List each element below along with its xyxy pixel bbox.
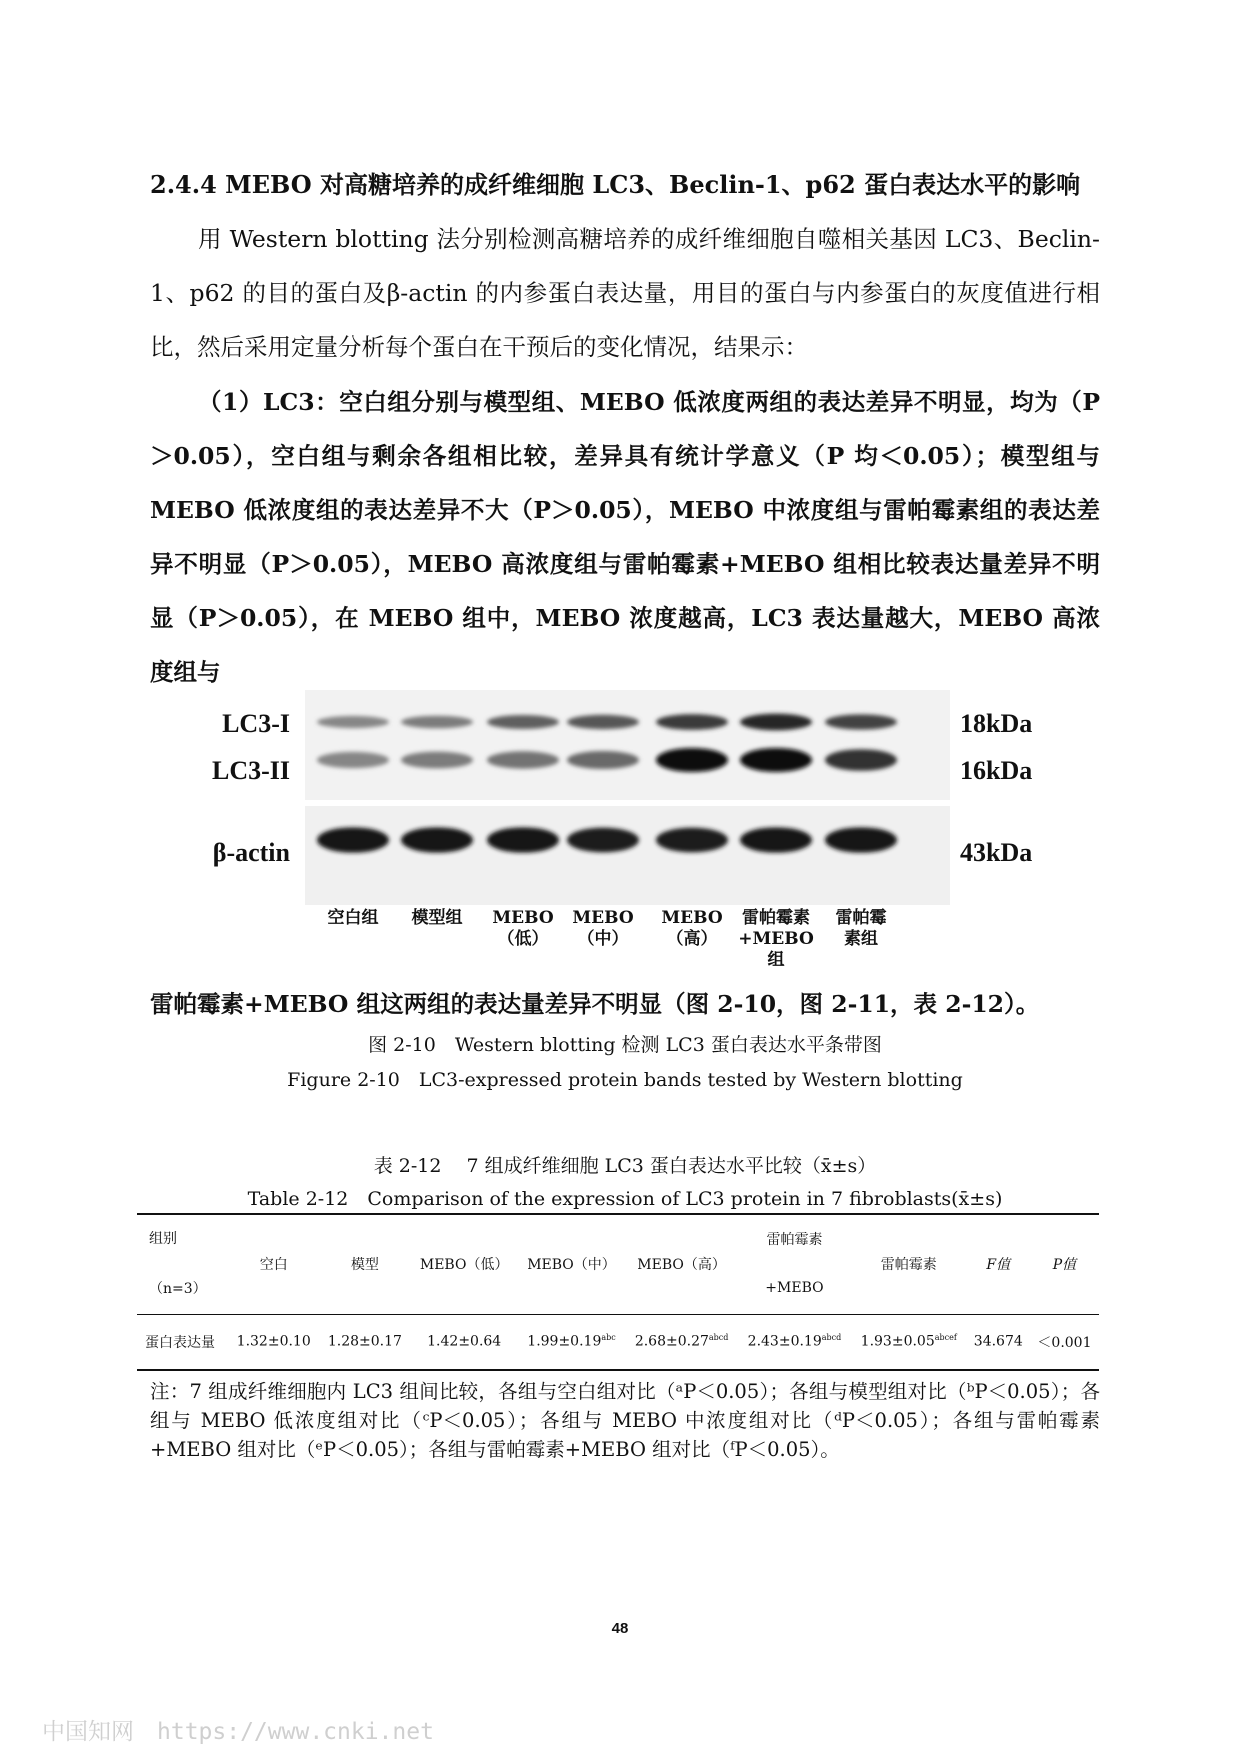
blot-band xyxy=(487,751,559,768)
blot-band xyxy=(317,752,389,768)
table-cell: 1.28±0.17 xyxy=(327,1334,402,1351)
figure-caption-en: Figure 2-10 LC3-expressed protein bands tested by Western blotting xyxy=(287,1069,963,1091)
blot-band xyxy=(401,827,473,852)
blot-band xyxy=(317,827,389,852)
blot-band xyxy=(487,715,559,729)
table-cell: $2.43\pm 0.19^{abcd}$ xyxy=(747,1333,842,1351)
figure-caption-cn: 图 2-10 Western blotting 检测 LC3 蛋白表达水平条带图 xyxy=(368,1034,882,1056)
band-label-lc3-ii: LC3-II xyxy=(211,756,290,785)
header-cell: 模型 xyxy=(319,1214,410,1314)
blot-band xyxy=(567,715,639,729)
blot-band xyxy=(825,714,897,729)
lane-label: 模型组 xyxy=(411,908,463,928)
table-row xyxy=(137,1314,1099,1370)
western-blot-figure xyxy=(200,690,1060,970)
blot-band xyxy=(740,748,812,772)
blot-band xyxy=(656,828,728,853)
blot-band xyxy=(487,827,559,852)
blot-band xyxy=(740,714,812,731)
table-cell: 1.99±0.19$^{abc}$ xyxy=(527,1333,616,1351)
lane-label: MEBO （高） xyxy=(661,908,723,949)
header-group xyxy=(137,1214,228,1314)
cnki-watermark: 中国知网 https://www.cnki.net xyxy=(42,1719,434,1745)
blot-band xyxy=(656,714,728,730)
table-cell: 1.42±0.64 xyxy=(427,1334,502,1351)
header-cell: 空白 xyxy=(228,1214,319,1314)
blot-band xyxy=(317,716,389,728)
lane-label: MEBO （低） xyxy=(492,908,554,949)
table-cell: 1.32±0.10 xyxy=(236,1334,311,1351)
header-cell: 雷帕霉素 +MEBO xyxy=(738,1214,851,1314)
paragraph-intro: 用 Western blotting 法分别检测高糖培养的成纤维细胞自噬相关基因 LC3、Beclin-1、p62 的目的蛋白及β-actin 的内参蛋白表达量，用目的蛋白与内参蛋白的灰度值进行相比，然后采用定量分析每个蛋白在干预后的变化情况，结果示： xyxy=(150,225,1100,361)
table-cell: ＜0.001 xyxy=(1037,1334,1092,1351)
band-label-beta-actin: β-actin xyxy=(212,838,290,867)
header-cell: MEBO（高） xyxy=(625,1214,738,1314)
header-cell: P值 xyxy=(1030,1214,1099,1314)
table-cell: $2.68\pm 0.27^{abcd}$ xyxy=(634,1333,729,1351)
header-cell: F值 xyxy=(967,1214,1030,1314)
paragraph-lc3-results: （1）LC3：空白组分别与模型组、MEBO 低浓度两组的表达差异不明显，均为（P＞0.05），空白组与剩余各组相比较，差异具有统计学意义（P 均＜0.05）；模型组与MEBO 低浓度组的表达差异不大（P＞0.05），MEBO 中浓度组与雷帕霉素组的表达差异不明显（P＞0.05），MEBO 高浓度组与雷帕霉素+MEBO 组相比较表达量差异不明显（P＞0.05），在 MEBO 组中，MEBO 浓度越高，LC3 表达量越大，MEBO 高浓度组与 xyxy=(150,388,1100,686)
kda-label-43: 43kDa xyxy=(960,838,1033,867)
band-label-lc3-i: LC3-I xyxy=(222,709,290,738)
table-cell: 34.674 xyxy=(973,1334,1023,1351)
header-cell: 雷帕霉素 xyxy=(851,1214,967,1314)
paragraph-continued: 雷帕霉素+MEBO 组这两组的表达量差异不明显（图 2-10，图 2-11，表 2-12）。 xyxy=(150,990,1040,1018)
kda-label-16: 16kDa xyxy=(960,756,1033,785)
table-note: 注：7 组成纤维细胞内 LC3 组间比较，各组与空白组对比（ᵃP＜0.05）；各组与模型组对比（ᵇP＜0.05）；各组与 MEBO 低浓度组对比（ᶜP＜0.05）；各组与 MEBO 中浓度组对比（ᵈP＜0.05）；各组与雷帕霉素+MEBO 组对比（ᵉP＜0.05）；各组与雷帕霉素+MEBO 组对比（ᶠP＜0.05）。 xyxy=(150,1380,1100,1461)
kda-label-18: 18kDa xyxy=(960,709,1033,738)
blot-panel-actin xyxy=(305,806,950,905)
lane-label: 雷帕霉素 +MEBO组 xyxy=(738,908,814,970)
lc3-expression-table xyxy=(137,1213,1099,1371)
blot-band xyxy=(567,828,639,853)
blot-band xyxy=(825,749,897,771)
table-caption-cn: 表 2-12 7 组成纤维细胞 LC3 蛋白表达水平比较（x̄±s） xyxy=(373,1155,877,1177)
header-cell: MEBO（低） xyxy=(411,1214,518,1314)
blot-image xyxy=(305,690,950,905)
lane-labels xyxy=(305,908,945,970)
row-label: 蛋白表达量 xyxy=(145,1334,215,1351)
blot-band xyxy=(401,716,473,729)
blot-band xyxy=(740,827,812,852)
blot-band xyxy=(567,751,639,769)
blot-band xyxy=(401,752,473,769)
header-group-label: 组别 xyxy=(149,1231,177,1248)
blot-band xyxy=(656,748,728,772)
page-number: 48 xyxy=(611,1620,629,1637)
table-caption-en: Table 2-12 Comparison of the expression of LC3 protein in 7 fibroblasts(x̄±s) xyxy=(247,1188,1003,1210)
table-cell: $1.93\pm 0.05^{abcef}$ xyxy=(860,1333,957,1351)
lane-label: 雷帕霉 素组 xyxy=(835,908,887,949)
lane-label: MEBO （中） xyxy=(572,908,634,949)
lane-label: 空白组 xyxy=(327,908,379,928)
blot-band xyxy=(825,827,897,852)
section-heading: 2.4.4 MEBO 对高糖培养的成纤维细胞 LC3、Beclin-1、p62 蛋白表达水平的影响 xyxy=(150,170,1081,199)
header-group-n: （n=3） xyxy=(149,1281,207,1298)
blot-panel-lc3 xyxy=(305,690,950,800)
header-cell: MEBO（中） xyxy=(518,1214,625,1314)
table-header-row xyxy=(137,1214,1099,1314)
